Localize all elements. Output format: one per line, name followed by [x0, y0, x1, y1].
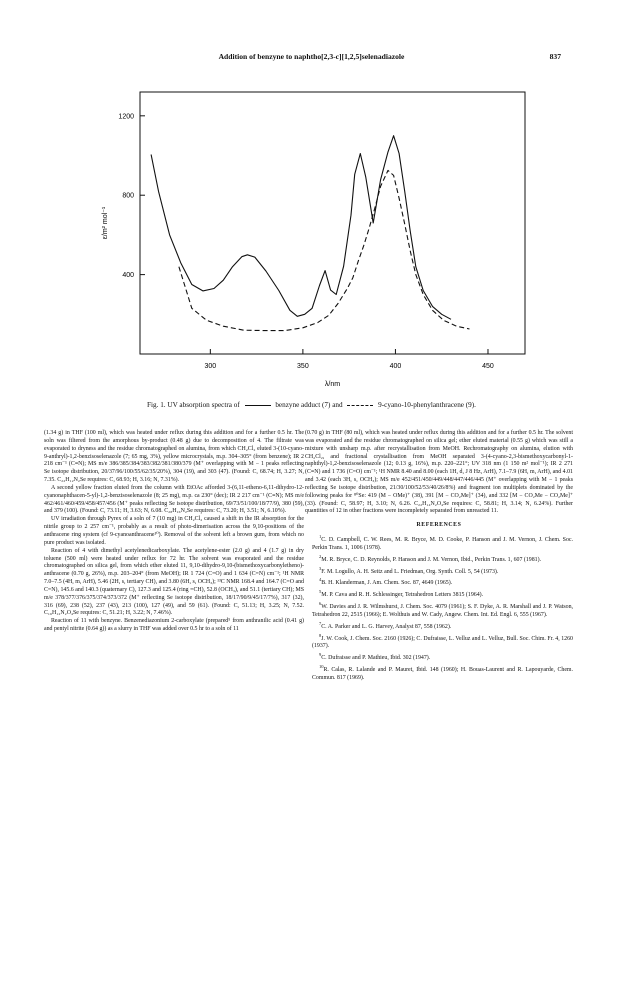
reference-item — [305, 588, 573, 600]
reference-item — [305, 620, 573, 632]
reference-number: 9 — [319, 652, 322, 658]
chart-series — [151, 136, 469, 331]
x-tick-label: 450 — [482, 363, 494, 370]
cyanophenylanthracene-curve — [179, 170, 470, 330]
body-paragraph: (1.34 g) in THF (100 ml), which was heated under reflux during this addition and for a further 0.5 hr. The soln was filtered from the amorphous by-product (0.48 g) due to decomposition of 4. The filtrate was evaporated to dryness and the residue chromatographed on alumina, from which CH₂Cl₂ eluted 3-(10-cyano-9-anthryl)-1,2-benzisoselenazole (7; 65 mg, 3%), yellow microcrystals, m.p. 304–305° (from benzene); IR 2 218 cm⁻¹ (C≡N); MS m/e 386/385/384/383/382/381/380/379 (M⁺ overlapping with M − 1 peaks reflecting Se isotope distribution, 20/37/96/100/55/62/35/20%), 304 (19), and 303 (47). (Found: C, 68.74; H, 3.27; N, 7.35. C₂₂H₁₂N₂Se requires: C, 68.93; H, 3.16; N, 7.31%). — [44, 430, 304, 484]
reference-list — [305, 533, 573, 683]
reference-item — [305, 565, 573, 577]
reference-number: 5 — [319, 589, 322, 595]
y-tick-label: 400 — [122, 272, 134, 280]
reference-item — [305, 600, 573, 620]
reference-text: C. Dufraisse and P. Mathieu, Ibid. 302 (1947). — [321, 655, 431, 662]
reference-number: 7 — [319, 620, 322, 626]
reference-text: M. R. Bryce, C. D. Reynolds, P. Hanson and J. M. Vernon, Ibid., Perkin Trans. 1, 607 (1981). — [321, 556, 542, 563]
reference-text: W. Davies and J. R. Wilmshurst, J. Chem. Soc. 4079 (1961); S. F. Dyke, A. R. Marshall and J. P. Watson, Tetrahedron 22, 2515 (1966); E. Wolthuis and W. Cady, Angew. Chem. Int. Ed. Engl. 6, 555 (1967). — [312, 604, 573, 618]
y-tick-label: 800 — [122, 192, 134, 200]
reference-number: 4 — [319, 577, 322, 583]
plot-frame — [140, 92, 525, 354]
x-axis-label: λ/nm — [324, 381, 341, 388]
reference-text: R. Calas, R. Lalande and P. Mauret, Ibid. 148 (1960); H. Bouas-Laurent and R. Lapouyarde, Chem. Commun. 817 (1969). — [312, 666, 573, 681]
reference-number: 8 — [319, 632, 322, 638]
reference-number: 3 — [319, 565, 322, 571]
body-paragraph: Reaction of 4 with dimethyl acetylenedicarboxylate. The acetylene-ester (2.0 g) and 4 (1.7 g) in dry toluene (500 ml) were heated under reflux for 72 hr. The solvent was evaporated and the residue chromatographed on silica gel, from which ether eluted 11, 9,10-dihydro-9,10-(bismethoxycarbonyletheno)-anthracene (0.70 g, 26%), m.p. 203–204° (from MeOH); IR 1 724 (C=O) and 1 634 (C=N) cm⁻¹; ¹H NMR 7.0–7.5 (4H, m, ArH), 5.46 (2H, s, tertiary CH), and 3.80 (6H, s, OCH₃); ¹³C NMR 168.4 and 164.7 (C=O and C=N), 145.6 and 140.3 (quaternary C), 127.3 and 125.4 (ring =CH), 52.8 (OCH₃), and 51.1 (tertiary CH); MS m/e 378/377/376/375/374/373/372 (M⁺ reflecting Se isotope distribution, 18/17/90/9/45/17/7%), 317 (32), 316 (69), 238 (52), 237 (43), 213 (100), 127 (49), and 59 (61). (Found: C, 51.13; H, 3.25; N, 7.52. C₁₆H₁₂N₂O₄Se requires: C, 51.21; H, 3.22; N, 7.46%). — [44, 547, 304, 617]
reference-text: C. A. Parker and L. G. Harvey, Analyst 87, 558 (1962). — [321, 623, 452, 630]
caption-series-2: 9-cyano-10-phenylanthracene (9). — [378, 401, 476, 409]
body-paragraph: UV irradiation through Pyrex of a soln of 7 (10 mg) in CH₂Cl₂ caused a shift in the IR absorption for the nitrile group to 2 257 cm⁻¹, probably as a result of photo-dimerisation across the 9,10-positions of the anthracene ring system (cf 9-cyanoanthracene¹⁰). Removal of the solvent left a brown gum, from which no pure product was isolated. — [44, 516, 304, 546]
benzyne-adduct-curve — [151, 136, 451, 320]
x-tick-label: 350 — [297, 363, 309, 370]
reference-text: C. D. Campbell, C. W. Rees, M. R. Bryce, M. D. Cooke, P. Hanson and J. M. Vernon, J. Chem. Soc. Perkin Trans. 1, 1006 (1978). — [312, 537, 573, 551]
reference-item — [305, 663, 573, 683]
reference-text: J. W. Cook, J. Chem. Soc. 2160 (1926); C. Dufraisse, L. Velluz and L. Velluz, Bull. Soc. Chim. Fr. 4, 1260 (1937). — [312, 635, 573, 650]
right-column — [305, 430, 573, 683]
y-axis-label: ε/m² mol⁻¹ — [102, 206, 109, 240]
left-column — [44, 430, 304, 634]
reference-number: 10 — [319, 663, 324, 669]
solid-line-legend-icon — [245, 405, 271, 406]
uv-spectrum-chart — [85, 84, 555, 394]
caption-prefix: Fig. 1. UV absorption spectra of — [147, 401, 240, 409]
body-paragraph: A second yellow fraction eluted from the column with EtOAc afforded 3-(6,11-etheno-6,11-dihydro-12-cyanonaphthacen-5-yl)-1,2-benzisoselenazole (8; 25 mg), m.p. ca 230° (dec); IR 2 217 cm⁻¹ (C≡N); MS m/e 462/461/460/459/458/457/456 (M⁺ peaks reflecting Se isotope distribution, 69/73/51/100/18/77/9), 380 (59), and 379 (100). (Found: C, 73.11; H, 3.63; N, 6.08. C₂₈H₁₆N₂Se requires: C, 73.20; H, 3.51; N, 6.10%). — [44, 484, 304, 515]
reference-number: 6 — [319, 601, 322, 607]
running-title: Addition of benzyne to naphtho[2,3-c][1,2,5]selenadiazole — [218, 52, 405, 61]
caption-series-1: benzyne adduct (7) and — [275, 401, 343, 409]
page-number: 837 — [549, 52, 561, 61]
reference-number: 1 — [319, 534, 322, 540]
y-tick-label: 1200 — [118, 113, 134, 121]
body-paragraph: (0.70 g) in THF (80 ml), which was heated under reflux during this addition and for a further 0.5 hr. The solvent was evaporated and the residue chromatographed on silica gel; ether eluted material (0.55 g) which was still a mixture with unsharp m.p. after recrystallisation from MeOH. Rechromatography on alumina, elution with CH₂Cl₂, and fractional crystallisation from MeOH separated 3-(4-cyano-2,3-bismethoxycarbonyl-1-naphthyl)-1,2-benzisoselenazole (12; 0.13 g, 16%), m.p. 220–221°; UV 318 nm (1 150 m² mol⁻¹); IR 2 271 (C≡N) and 1 736 (C=O) cm⁻¹; ¹H NMR 8.40 and 8.00 (each 1H, d, J 8 Hz, ArH), 7.1–7.9 (6H, m, ArH), and 4.01 and 3.42 (each 3H, s, OCH₃); MS m/e 452/451/450/449/448/447/446/445 (M⁺ overlapping with M − 1 peaks reflecting Se isotope distribution, 21/30/100/52/53/40/26/8%) and fragment ion multiplets dominated by the following peaks for ⁸⁰Se: 419 (M − OMe)⁺ (38), 391 [M − CO₂Me]⁺ (34), and 332 [M − CO₂Me − CO₂Me]⁺ (33). (Found: C, 58.97; H, 3.10; N, 6.26. C₂₂H₁₄N₂O₄Se requires: C, 58.81; H, 3.14; N, 6.24%). Further quantities of 12 in other fractions were incompletely separated from unreacted 11. — [305, 430, 573, 515]
reference-text: B. H. Klanderman, J. Am. Chem. Soc. 87, 4649 (1965). — [321, 580, 453, 587]
references-heading: REFERENCES — [416, 522, 462, 529]
reference-number: 2 — [319, 553, 322, 559]
reference-text: F. M. Logullo, A. H. Seitz and L. Friedman, Org. Synth. Coll. 5, 54 (1973). — [321, 568, 499, 575]
x-tick-label: 400 — [389, 363, 402, 370]
x-tick-label: 300 — [204, 363, 217, 370]
dashed-line-legend-icon — [347, 405, 373, 406]
reference-item — [305, 632, 573, 652]
reference-item — [305, 651, 573, 663]
body-paragraph: Reaction of 11 with benzyne. Benzenediazonium 2-carboxylate (prepared⁵ from anthranilic acid (0.41 g) and pentyl nitrite (0.64 g)) as a slurry in THF was added over 0.5 hr to a soln of 11 — [44, 618, 304, 633]
running-header — [0, 52, 623, 66]
reference-item — [305, 553, 573, 565]
figure-caption — [40, 401, 583, 409]
reference-item — [305, 576, 573, 588]
reference-text: M. P. Cava and R. H. Schlessinger, Tetrahedron Letters 3815 (1964). — [321, 592, 484, 599]
reference-item — [305, 533, 573, 553]
